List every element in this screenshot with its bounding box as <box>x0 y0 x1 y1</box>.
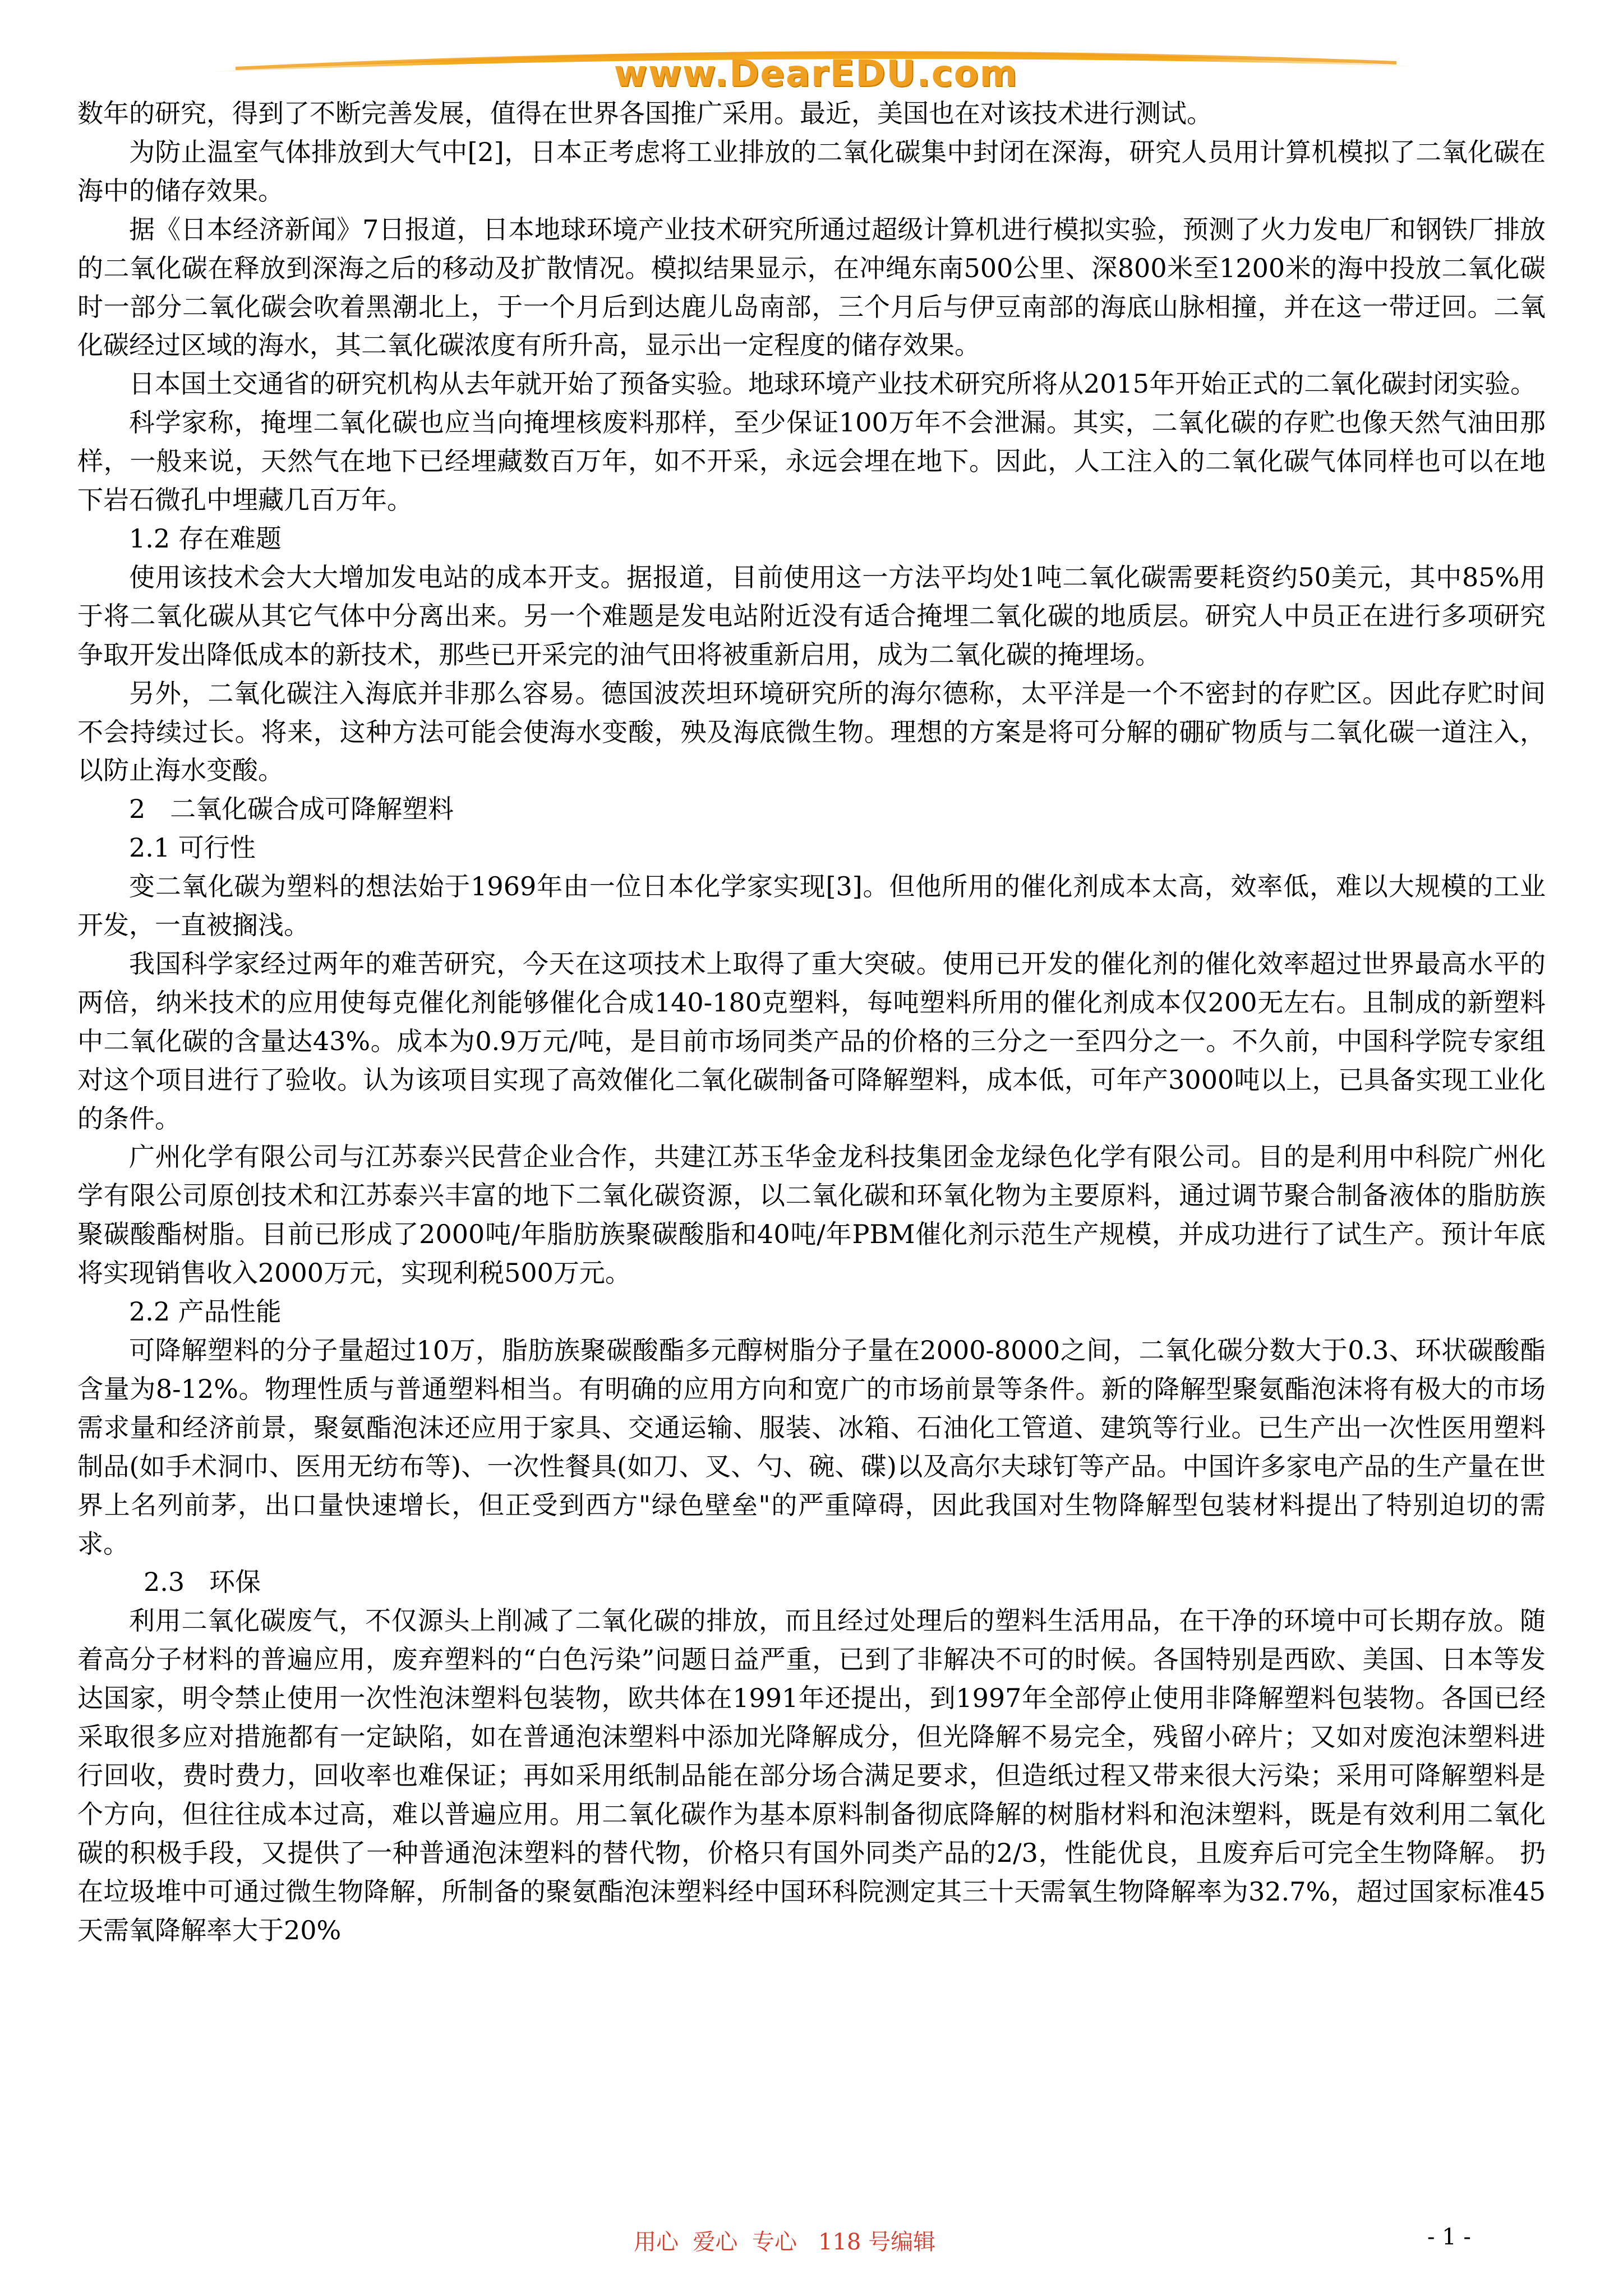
paragraph: 为防止温室气体排放到大气中[2]，日本正考虑将工业排放的二氧化碳集中封闭在深海，研究人员用计算机模拟了二氧化碳在海中的储存效果。 <box>77 136 1546 206</box>
paragraph: 据《日本经济新闻》7日报道，日本地球环境产业技术研究所通过超级计算机进行模拟实验，预测了火力发电厂和钢铁厂排放的二氧化碳在释放到深海之后的移动及扩散情况。模拟结果显示，在冲绳东南500公里、深800米至1200米的海中投放二氧化碳时一部分二氧化碳会吹着黑潮北上，于一个月后到达鹿儿岛南部，三个月后与伊豆南部的海底山脉相撞，并在这一带迂回。二氧化碳经过区域的海水，其二氧化碳浓度有所升高，显示出一定程度的储存效果。 <box>77 214 1546 361</box>
page-footer <box>0 2224 1623 2258</box>
paragraph: 广州化学有限公司与江苏泰兴民营企业合作，共建江苏玉华金龙科技集团金龙绿色化学有限公司。目的是利用中科院广州化学有限公司原创技术和江苏泰兴丰富的地下二氧化碳资源，以二氧化碳和环氧化物为主要原料，通过调节聚合制备液体的脂肪族聚碳酸酯树脂。目前已形成了2000吨/年脂肪族聚碳酸脂和40吨/年PBM催化剂示范生产规模，并成功进行了试生产。预计年底将实现销售收入2000万元，实现利税500万元。 <box>77 1142 1546 1289</box>
page-number: - 1 - <box>1427 2224 1471 2250</box>
paragraph: 利用二氧化碳废气，不仅源头上削减了二氧化碳的排放，而且经过处理后的塑料生活用品，在干净的环境中可长期存放。随着高分子材料的普遍应用，废弃塑料的“白色污染”问题日益严重，已到了非解决不可的时候。各国特别是西欧、美国、日本等发达国家，明令禁止使用一次性泡沫塑料包装物，欧共体在1991年还提出，到1997年全部停止使用非降解塑料包装物。各国已经采取很多应对措施都有一定缺陷，如在普通泡沫塑料中添加光降解成分，但光降解不易完全，残留小碎片；又如对废泡沫塑料进行回收，费时费力，回收率也难保证；再如采用纸制品能在部分场合满足要求，但造纸过程又带来很大污染；采用可降解塑料是个方向，但往往成本过高，难以普遍应用。用二氧化碳作为基本原料制备彻底降解的树脂材料和泡沫塑料，既是有效利用二氧化碳的积极手段，又提供了一种普通泡沫塑料的替代物，价格只有国外同类产品的2/3，性能优良，且废弃后可完全生物降解。 扔在垃圾堆中可通过微生物降解，所制备的聚氨酯泡沫塑料经中国环科院测定其三十天需氧生物降解率为32.7%，超过国家标准45天需氧降解率大于20% <box>77 1605 1546 1945</box>
section-heading: 2.3 环保 <box>144 1567 261 1598</box>
paragraph: 科学家称，掩埋二氧化碳也应当向掩埋核废料那样，至少保证100万年不会泄漏。其实，二氧化碳的存贮也像天然气油田那样，一般来说，天然气在地下已经埋藏数百万年，如不开采，永远会埋在地下。因此，人工注入的二氧化碳气体同样也可以在地下岩石微孔中埋藏几百万年。 <box>77 407 1546 516</box>
section-heading: 1.2 存在难题 <box>129 523 282 554</box>
paragraph: 日本国土交通省的研究机构从去年就开始了预备实验。地球环境产业技术研究所将从2015年开始正式的二氧化碳封闭实验。 <box>129 369 1537 399</box>
section-heading: 2.1 可行性 <box>129 832 256 863</box>
paragraph: 变二氧化碳为塑料的想法始于1969年由一位日本化学家实现[3]。但他所用的催化剂成本太高，效率低，难以大规模的工业开发，一直被搁浅。 <box>77 871 1546 941</box>
paragraph: 使用该技术会大大增加发电站的成本开支。据报道，目前使用这一方法平均处1吨二氧化碳需要耗资约50美元，其中85%用于将二氧化碳从其它气体中分离出来。另一个难题是发电站附近没有适合掩埋二氧化碳的地质层。研究人中员正在进行多项研究争取开发出降低成本的新技术，那些已开采完的油气田将被重新启用，成为二氧化碳的掩埋场。 <box>77 562 1546 670</box>
section-heading: 2 二氧化碳合成可降解塑料 <box>129 794 454 825</box>
paragraph: 数年的研究，得到了不断完善发展，值得在世界各国推广采用。最近，美国也在对该技术进行测试。 <box>77 98 1212 128</box>
paragraph: 可降解塑料的分子量超过10万，脂肪族聚碳酸酯多元醇树脂分子量在2000-8000之间，二氧化碳分数大于0.3、环状碳酸酯含量为8-12%。物理性质与普通塑料相当。有明确的应用方向和宽广的市场前景等条件。新的降解型聚氨酯泡沫将有极大的市场需求量和经济前景，聚氨酯泡沫还应用于家具、交通运输、服装、冰箱、石油化工管道、建筑等行业。已生产出一次性医用塑料制品(如手术洞巾、医用无纺布等)、一次性餐具(如刀、叉、勺、碗、碟)以及高尔夫球钉等产品。中国许多家电产品的生产量在世界上名列前茅，出口量快速增长，但正受到西方"绿色壁垒"的严重障碍，因此我国对生物降解型包装材料提出了特别迫切的需求。 <box>77 1335 1546 1559</box>
paragraph: 另外，二氧化碳注入海底并非那么容易。德国波茨坦环境研究所的海尔德称，太平洋是一个不密封的存贮区。因此存贮时间不会持续过长。将来，这种方法可能会使海水变酸，殃及海底微生物。理想的方案是将可分解的硼矿物质与二氧化碳一道注入，以防止海水变酸。 <box>77 678 1546 786</box>
paragraph: 我国科学家经过两年的难苦研究，今天在这项技术上取得了重大突破。使用已开发的催化剂的催化效率超过世界最高水平的两倍，纳米技术的应用使每克催化剂能够催化合成140-180克塑料，每吨塑料所用的催化剂成本仅200无左右。且制成的新塑料中二氧化碳的含量达43%。成本为0.9万元/吨，是目前市场同类产品的价格的三分之一至四分之一。不久前，中国科学院专家组对这个项目进行了验收。认为该项目实现了高效催化二氧化碳制备可降解塑料，成本低，可年产3000吨以上，已具备实现工业化的条件。 <box>77 948 1546 1134</box>
page-header <box>0 0 1623 98</box>
document-body <box>77 94 1546 1950</box>
section-heading: 2.2 产品性能 <box>129 1296 282 1327</box>
footer-editor-note: 用心 爱心 专心 118 号编辑 <box>634 2229 936 2255</box>
site-logo[interactable]: www.DearEDU.com <box>614 53 1018 95</box>
